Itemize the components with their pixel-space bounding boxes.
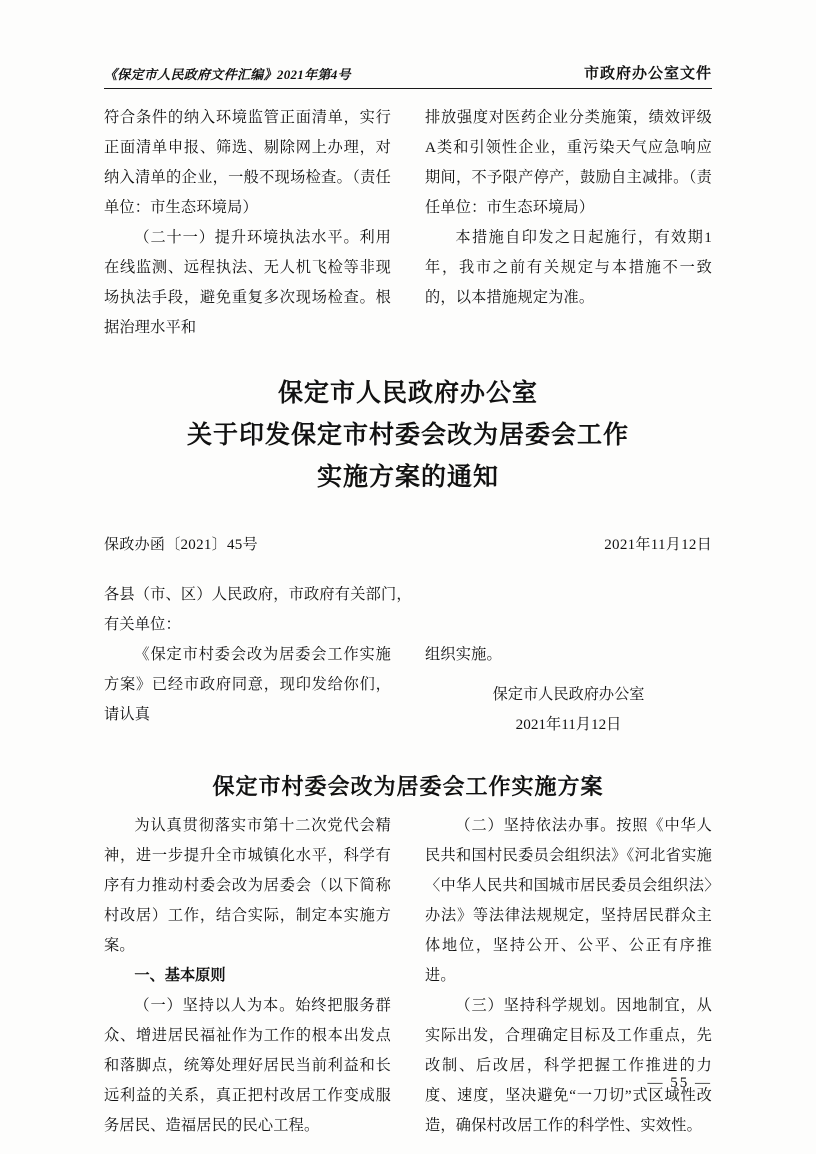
notice-title-line-1: 保定市人民政府办公室: [277, 380, 538, 407]
running-head-left: 《保定市人民政府文件汇编》2021年第4号: [104, 67, 351, 82]
plan-title: 保定市村委会改为居委会工作实施方案: [212, 774, 604, 799]
paragraph: （二）坚持依法办事。按照《中华人民共和国村民委员会组织法》《河北省实施〈中华人民共和国城市居民委员会组织法〉办法》等法律法规规定，坚持居民群众主体地位，坚持公开、公平、公正有序推进。: [425, 817, 712, 984]
paragraph: 组织实施。: [425, 646, 502, 663]
top-column-right: [425, 103, 712, 343]
page-number: — 55 —: [647, 1075, 712, 1091]
notice-body-left: [104, 640, 391, 740]
page-content: [104, 62, 712, 1141]
signature-organization: 保定市人民政府办公室: [492, 686, 645, 703]
addressee-block: [104, 580, 712, 640]
section-heading: 一、基本原则: [134, 967, 226, 984]
notice-title-line-3: 实施方案的通知: [316, 464, 499, 491]
paragraph: 为认真贯彻落实市第十二次党代会精神，进一步提升全市城镇化水平，科学有序有力推动村委会改为居委会（以下简称村改居）工作，结合实际，制定本实施方案。: [104, 817, 391, 954]
notice-body-columns: [104, 640, 712, 740]
notice-title-line-2: 关于印发保定市村委会改为居委会工作: [186, 422, 629, 449]
signature-date: 2021年11月12日: [515, 716, 622, 733]
paragraph: （三）坚持科学规划。因地制宜，从实际出发，合理确定目标及工作重点，先改制、后改居，科学把握工作推进的力度、速度，坚决避免“一刀切”式区域性改造，确保村改居工作的科学性、实效性。: [425, 997, 712, 1134]
paragraph: 《保定市村委会改为居委会工作实施方案》已经市政府同意，现印发给你们，请认真: [104, 646, 391, 723]
paragraph: 排放强度对医药企业分类施策，绩效评级A类和引领性企业，重污染天气应急响应期间，不予限产停产，鼓励自主减排。（责任单位：市生态环境局）: [425, 109, 712, 216]
paragraph: （一）坚持以人为本。始终把服务群众、增进居民福祉作为工作的根本出发点和落脚点，统筹处理好居民当前利益和长远利益的关系，真正把村改居工作变成服务居民、造福居民的民心工程。: [104, 997, 391, 1134]
addressee-line-2: 有关单位：: [104, 616, 181, 633]
document-date: 2021年11月12日: [604, 537, 712, 553]
running-head-right: 市政府办公室文件: [583, 66, 712, 82]
notice-body-right: [425, 640, 712, 740]
paragraph: （二十一）提升环境执法水平。利用在线监测、远程执法、无人机飞检等非现场执法手段，避免重复多次现场检查。根据治理水平和: [104, 229, 391, 336]
top-columns: [104, 103, 712, 343]
document-number: 保政办函〔2021〕45号: [104, 537, 258, 553]
header-divider: [104, 88, 712, 89]
document-number-row: [104, 533, 712, 554]
paragraph: 本措施自印发之日起施行，有效期1年，我市之前有关规定与本措施不一致的，以本措施规定为准。: [425, 229, 712, 306]
top-column-left: [104, 103, 391, 343]
paragraph: 符合条件的纳入环境监管正面清单，实行正面清单申报、筛选、剔除网上办理，对纳入清单的企业，一般不现场检查。（责任单位：市生态环境局）: [104, 109, 391, 216]
addressee-line-1: 各县（市、区）人民政府，市政府有关部门，: [104, 586, 412, 603]
notice-title: [104, 373, 712, 499]
running-head: [104, 62, 712, 88]
